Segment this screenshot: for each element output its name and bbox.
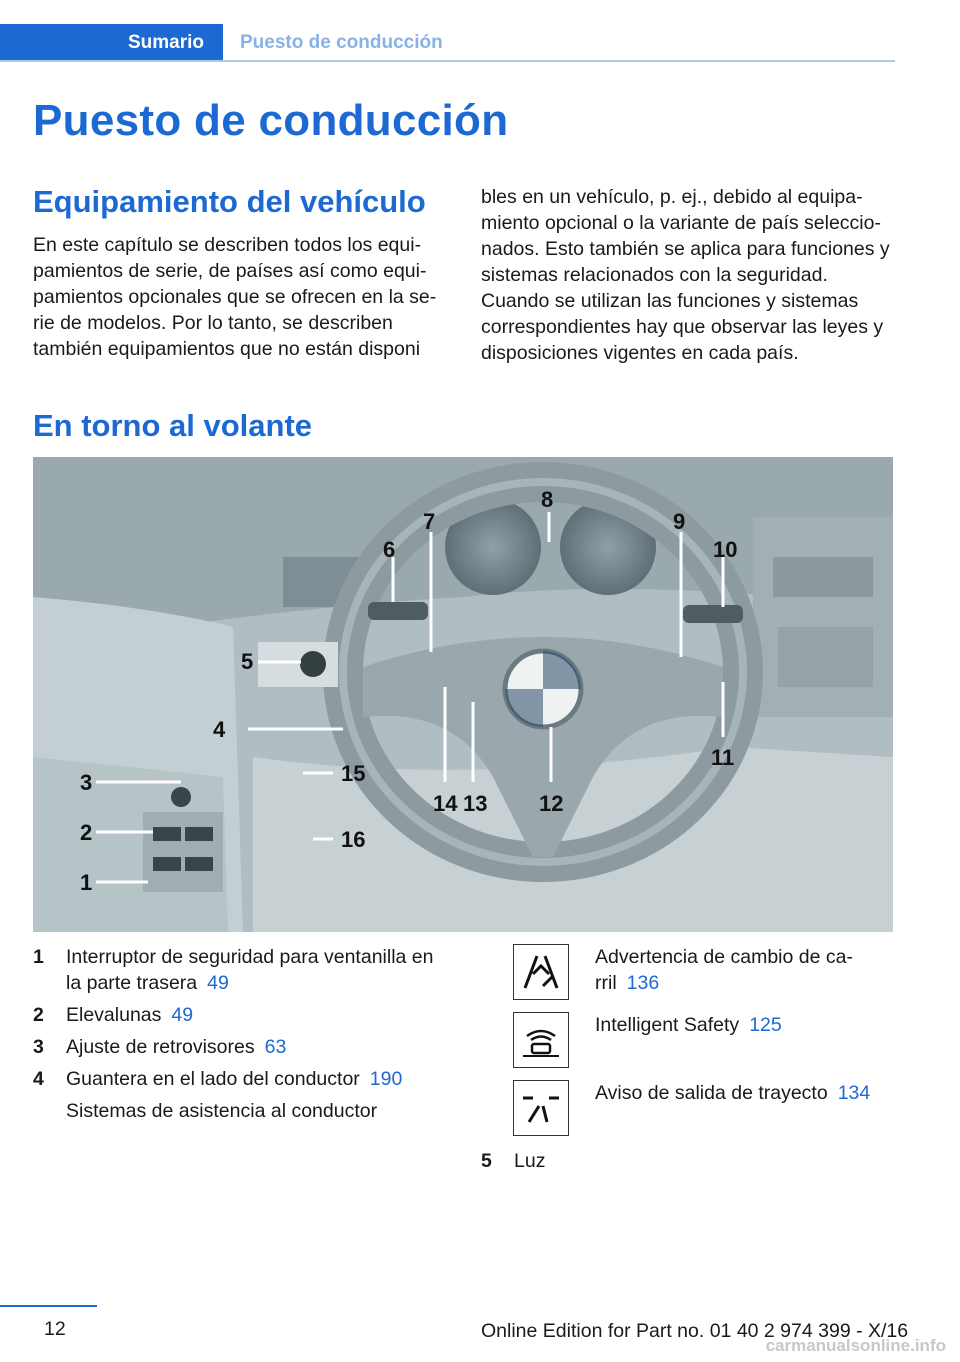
list-item — [33, 1034, 453, 1060]
callout-1: 1 — [80, 870, 93, 895]
page-ref-link[interactable]: 63 — [264, 1036, 287, 1058]
callout-9: 9 — [673, 509, 686, 534]
list-item — [481, 1012, 896, 1068]
page-ref-link[interactable]: 136 — [626, 972, 660, 994]
page-ref-link[interactable]: 125 — [749, 1014, 782, 1036]
item-text: Luz — [514, 1150, 546, 1172]
driver-assist-subheading: Sistemas de asistencia al conductor — [66, 1100, 378, 1122]
intro-text-right: bles en un vehículo, p. ej., debido al equipamiento opcional o la variante de país seleccionados. Esto también se aplica para funciones y sistemas relacionados con la seguridad. Cuando se utilizan las funciones y sistemas correspondientes hay que observar las leyes y disposiciones vigentes en cada país. — [481, 186, 890, 364]
callout-2: 2 — [80, 820, 93, 845]
item-text: Elevalunas 49 — [66, 1004, 194, 1026]
section-heading-equipamiento: Equipamiento del vehículo — [33, 184, 426, 219]
item-number: 5 — [481, 1150, 492, 1172]
edition-text: Online Edition for Part no. 01 40 2 974 399 - X/16 — [481, 1320, 909, 1342]
legend-list-left — [33, 944, 453, 1124]
list-item — [481, 1148, 896, 1174]
callout-15: 15 — [341, 761, 366, 786]
callout-4: 4 — [213, 717, 226, 742]
callout-16: 16 — [341, 827, 366, 852]
callout-6: 6 — [383, 537, 396, 562]
intro-text-left: En este capítulo se describen todos los equipamientos de serie, de países así como equipamientos opcionales que se ofrecen en la serie de modelos. Por lo tanto, se describen también equipamientos que no están disponi — [33, 234, 437, 360]
section-heading-volante: En torno al volante — [33, 408, 313, 443]
callout-8: 8 — [541, 487, 554, 512]
item-text: Interruptor de seguridad para ventanilla en la parte trasera 49 — [66, 946, 434, 994]
footer-rule — [0, 1305, 97, 1307]
list-item — [33, 1066, 453, 1092]
lane-departure-warning-icon — [513, 1080, 569, 1136]
item-text: Guantera en el lado del conductor 190 — [66, 1068, 403, 1090]
cockpit-drawing — [33, 457, 893, 932]
item-text: Aviso de salida de trayecto 134 — [595, 1082, 871, 1104]
callout-11: 11 — [711, 745, 735, 770]
item-number: 4 — [33, 1068, 44, 1090]
callout-12: 12 — [539, 791, 564, 816]
list-item — [33, 944, 453, 996]
page-ref-link[interactable]: 49 — [207, 972, 229, 994]
header-rule — [0, 60, 895, 62]
page-ref-link[interactable]: 190 — [369, 1068, 403, 1090]
cockpit-illustration — [33, 457, 893, 932]
callout-5: 5 — [241, 649, 254, 674]
item-number: 3 — [33, 1036, 44, 1058]
item-text: Intelligent Safety 125 — [595, 1014, 782, 1036]
lane-change-warning-icon — [513, 944, 569, 1000]
callout-10: 10 — [713, 537, 738, 562]
intelligent-safety-icon — [513, 1012, 569, 1068]
list-item — [481, 944, 896, 1000]
tab-sumario[interactable]: Sumario — [0, 24, 223, 62]
item-text: Ajuste de retrovisores 63 — [66, 1036, 287, 1058]
callout-13: 13 — [463, 791, 488, 816]
page-ref-link[interactable]: 49 — [171, 1004, 194, 1026]
callout-7: 7 — [423, 509, 436, 534]
item-number: 2 — [33, 1004, 44, 1026]
legend-list-right — [481, 944, 896, 1174]
watermark: carmanualsonline.info — [765, 1336, 946, 1355]
item-number: 1 — [33, 946, 44, 968]
page-number: 12 — [44, 1318, 66, 1340]
callout-14: 14 — [433, 791, 458, 816]
callout-3: 3 — [80, 770, 93, 795]
page-title: Puesto de conducción — [33, 96, 509, 145]
list-item — [481, 1080, 896, 1136]
header-bar — [0, 24, 895, 62]
tab-puesto-de-conduccion[interactable]: Puesto de conducción — [240, 32, 443, 53]
item-text: Advertencia de cambio de carril 136 — [595, 946, 853, 994]
list-item — [33, 1002, 453, 1028]
page-ref-link[interactable]: 134 — [837, 1082, 871, 1104]
